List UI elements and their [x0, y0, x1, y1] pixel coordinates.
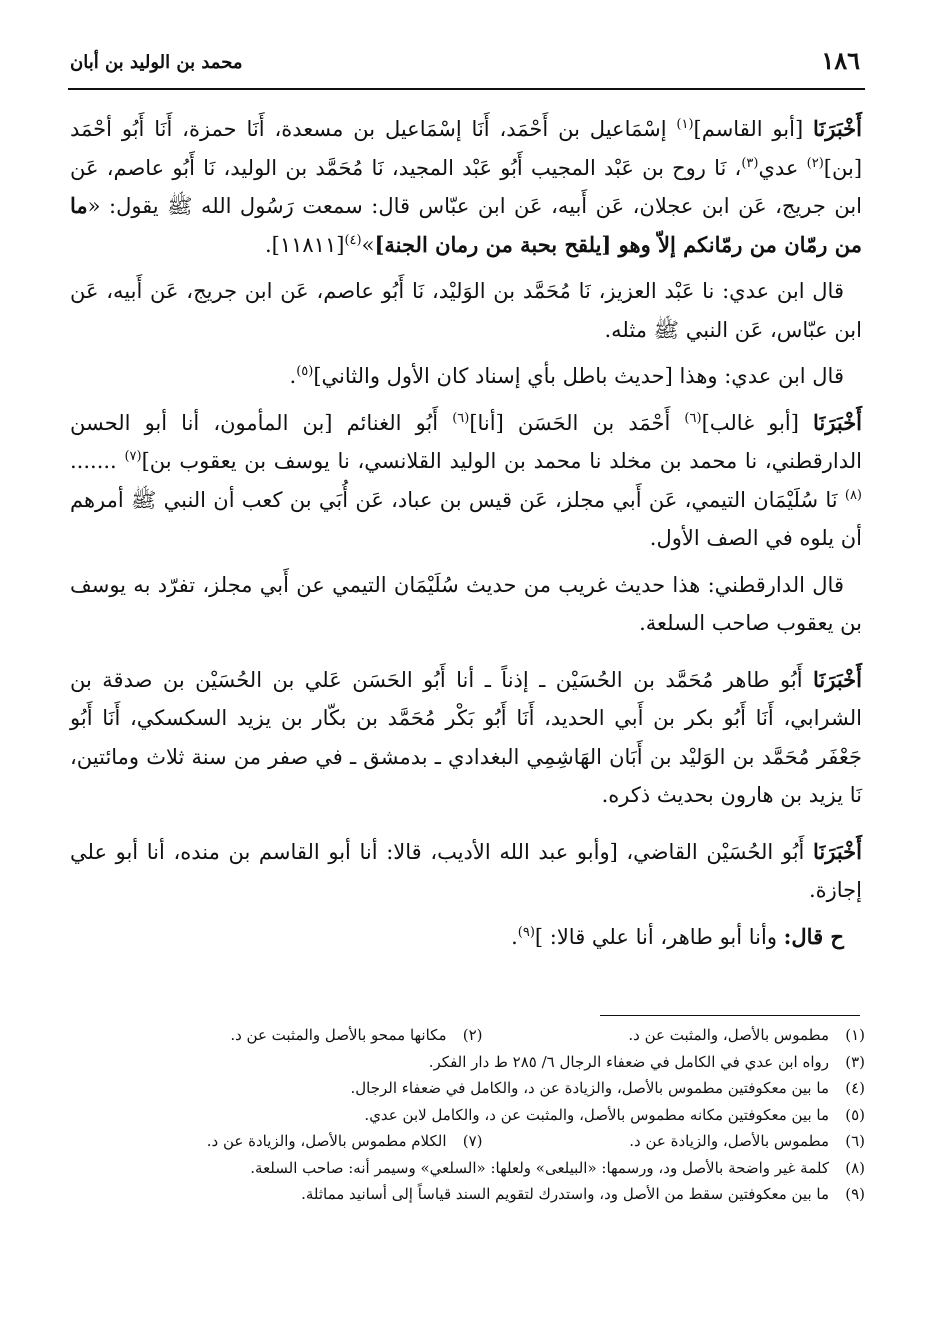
text-run: . [511, 924, 518, 949]
footnote-row [100, 1155, 865, 1182]
paragraph-7 [70, 833, 862, 910]
running-title: محمد بن الوليد بن أبان [70, 52, 243, 73]
footnote-text: كلمة غير واضحة بالأصل ود، ورسمها: «البيلعى» ولعلها: «السلعي» وسيمر أنه: صاحب السلعة. [250, 1158, 829, 1177]
text-run: . [289, 364, 297, 388]
header-rule [68, 88, 865, 90]
hadith-number: [١١٨١١]. [264, 232, 345, 257]
footnote-text: ما بين معكوفتين مطموس بالأصل، والزيادة عن د، والكامل في ضعفاء الرجال. [350, 1079, 829, 1097]
footnote-number: (٢) [462, 1026, 483, 1044]
footnote-number: (٥) [845, 1105, 865, 1124]
footnote-row [100, 1102, 865, 1129]
paragraph-5: قال الدارقطني: هذا حديث غريب من حديث سُلَيْمَان التيمي عن أَبي مجلز، تفرّد به يوسف بن يعقوب صاحب السلعة. [70, 572, 862, 635]
footnote-row [100, 1075, 865, 1102]
footnote-row [100, 1181, 865, 1208]
main-text [70, 110, 862, 964]
footnote-4 [100, 1075, 865, 1102]
footnote-rule [600, 1015, 860, 1016]
footnote-1 [483, 1022, 866, 1049]
footnote-number: (٨) [845, 1158, 865, 1177]
footnote-ref[interactable]: (٦) [684, 410, 702, 426]
footnote-number: (٧) [462, 1132, 483, 1150]
paragraph-4 [70, 404, 862, 558]
lead-word: ح قال: [783, 923, 844, 949]
footnote-text: مكانها ممحو بالأصل والمثبت عن د. [230, 1026, 447, 1044]
footnote-text: الكلام مطموس بالأصل، والزيادة عن د. [206, 1132, 447, 1150]
text-run: أَحْمَد بن الحَسَن [أنا] [469, 410, 685, 435]
footnote-ref[interactable]: (٩) [517, 924, 535, 940]
lead-word: أَخْبَرَنَا [813, 666, 862, 692]
footnote-ref[interactable]: (٢) [806, 155, 824, 171]
text-run: [أبو غالب] [701, 410, 814, 435]
footnote-text: ما بين معكوفتين مكانه مطموس بالأصل، والمثبت عن د، والكامل لابن عدي. [364, 1105, 829, 1124]
text-run: نَا سُلَيْمَان التيمي، عَن أَبي مجلز، عَن قيس بن عباد، عَن أُبَي بن كعب أن النبي ﷺ أمرهم أن يلوه في الصف الأول. [70, 487, 862, 550]
footnote-9 [100, 1181, 865, 1208]
paragraph-2: قال ابن عدي: نا عَبْد العزيز، نَا مُحَمَّد بن الوَليْد، نَا أَبُو عاصم، عَن ابن جريج، عَن أَبيه، عَن ابن عبّاس، عَن النبي ﷺ مثله. [70, 279, 862, 342]
footnote-row [100, 1049, 865, 1076]
footnote-number: (٤) [845, 1079, 865, 1097]
footnote-ref[interactable]: (٧) [124, 449, 142, 464]
lead-word: أَخْبَرَنَا [813, 116, 862, 141]
hadith-text: ما من رمّان من رمّانكم إلاّ وهو [يلقح بحبة من رمان الجنة] [70, 193, 862, 257]
footnote-5 [100, 1102, 865, 1129]
text-run: » [361, 232, 375, 257]
paragraph-3 [70, 357, 862, 396]
footnote-ref[interactable]: (٣) [741, 155, 759, 171]
footnote-ref[interactable]: (٨) [844, 487, 862, 503]
text-run: [أبو القاسم] [693, 117, 814, 141]
footnote-text: ما بين معكوفتين سقط من الأصل ود، واستدرك لتقويم السند قياساً إلى أسانيد مماثلة. [301, 1185, 829, 1203]
footnote-6 [483, 1128, 866, 1155]
footnote-number: (٣) [845, 1052, 865, 1071]
footnote-row [100, 1022, 865, 1049]
text-run: إسْمَاعيل بن أَحْمَد، أَنَا إسْمَاعيل بن مسعدة، أَنَا حمزة، أَنَا أَبُو أحْمَد [بن] [70, 117, 863, 180]
footnote-7 [100, 1128, 483, 1155]
footnote-row [100, 1128, 865, 1155]
footnote-text: مطموس بالأصل، والمثبت عن د. [628, 1026, 829, 1044]
footnote-ref[interactable]: (٦) [452, 410, 470, 426]
text-run: قال ابن عدي: وهذا [حديث باطل بأي إسناد كان الأول والثاني] [313, 364, 844, 388]
footnote-text: رواه ابن عدي في الكامل في ضعفاء الرجال ٦/ ٢٨٥ ط دار الفكر. [428, 1052, 829, 1071]
paragraph-8 [70, 918, 862, 957]
text-run: أَبُو طاهر مُحَمَّد بن الحُسَيْن ـ إذناً ـ أنا أَبُو الحَسَن عَلي بن الحُسَيْن بن صدقة بن الشرابي، أَنَا أَبُو بكر بن أَبي الحديد، أَنَا أَبُو بَكْر مُحَمَّد بن بكّار بن يزيد السكسكي، أَنَا أَبُو جَعْفَر مُحَمَّد بن الوَليْد بن أَبَان الهَاشِمِي البغدادي ـ بدمشق ـ في صفر من سنة ثلاث ومائتين، نَا يزيد بن هارون بحديث ذكره. [70, 667, 862, 807]
text-run: أَبُو الحُسَيْن القاضي، [وأبو عبد الله الأديب، قالا: أنا أبو القاسم بن منده، أنا أبو علي إجازة. [70, 839, 862, 902]
footnote-number: (١) [845, 1026, 865, 1044]
text-run: وأنا أبو طاهر، أنا علي قالا: ] [534, 924, 784, 949]
text-run: ....... [70, 449, 125, 473]
page-number: ١٨٦ [821, 46, 860, 75]
footnote-ref[interactable]: (٤) [344, 232, 362, 248]
footnote-ref[interactable]: (٥) [296, 364, 314, 379]
paragraph-1 [70, 110, 862, 264]
footnote-text: مطموس بالأصل، والزيادة عن د. [629, 1132, 829, 1150]
footnote-number: (٦) [845, 1132, 865, 1150]
footnote-3 [100, 1049, 865, 1076]
text-run: عدي [758, 155, 807, 180]
footnote-2 [100, 1022, 483, 1049]
paragraph-6 [70, 661, 862, 815]
footnote-8 [100, 1155, 865, 1182]
text-run: أَبُو الغنائم [بن المأمون، أنا أبو الحسن الدارقطني، نا محمد بن مخلد نا محمد بن الوليد القلانسي، نا يوسف بن يعقوب بن] [70, 410, 863, 473]
footnotes [100, 1022, 865, 1208]
lead-word: أَخْبَرَنَا [813, 409, 863, 435]
text-run: ، نَا روح بن عَبْد المجيب أَبُو عَبْد المجيد، نَا مُحَمَّد بن الوليد، نَا أَبُو عاصم، عَن ابن جريج، عَن ابن عجلان، عَن أَبيه، عَن ابن عبّاس قال: سمعت رَسُول الله ﷺ يقول: « [70, 155, 862, 218]
footnote-number: (٩) [845, 1185, 865, 1203]
lead-word: أَخْبَرَنَا [813, 838, 862, 864]
footnote-ref[interactable]: (١) [676, 117, 694, 132]
